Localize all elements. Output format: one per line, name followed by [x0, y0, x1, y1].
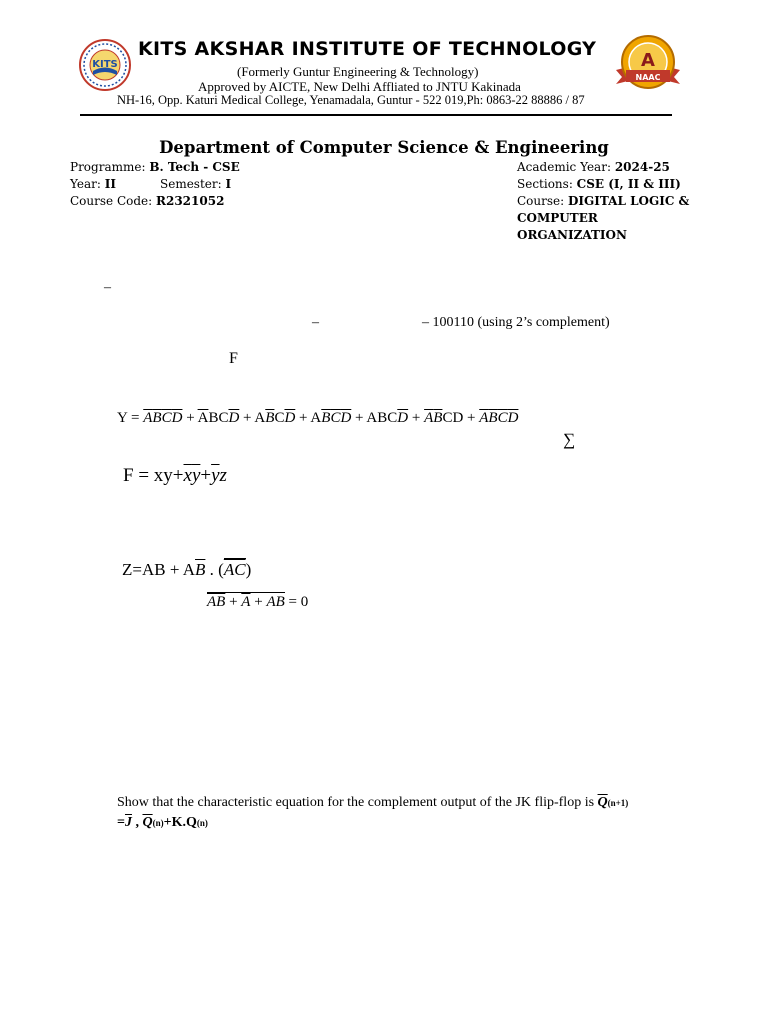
jk-q-bar: $\overline{Q}$ [597, 795, 608, 810]
badge-letter: A [641, 50, 655, 71]
naac-badge [612, 32, 684, 94]
course-line-2 [517, 211, 598, 225]
year-label: Year: [70, 177, 105, 191]
jk-sub-1: (n+1) [607, 798, 629, 808]
semester-line [160, 177, 231, 191]
programme-value: B. Tech - CSE [149, 160, 240, 174]
sigma-symbol: ∑ [563, 430, 576, 449]
badge-text: NAAC [635, 73, 661, 82]
course-line-3 [517, 228, 627, 242]
academic-year-line [517, 160, 670, 174]
sections-value: CSE (I, II & III) [576, 177, 681, 191]
course-value-1: DIGITAL LOGIC & [568, 194, 690, 208]
institute-name: KITS AKSHAR INSTITUTE OF TECHNOLOGY [138, 38, 597, 60]
institute-logo [78, 38, 132, 92]
jk-sub-3: (n) [196, 818, 208, 828]
course-value-3: ORGANIZATION [517, 228, 627, 242]
programme-line [70, 160, 240, 174]
dash-1: – [104, 280, 111, 295]
f-equation: $F = xy+\overline{x}\overline{y}+\overline{y}z$ [123, 465, 227, 486]
year-value: II [104, 177, 116, 191]
address-line: NH-16, Opp. Katuri Medical College, Yenamadala, Guntur - 522 019,Ph: 0863-22 88886 / 87 [117, 93, 585, 107]
semester-value: I [225, 177, 232, 191]
course-line [517, 194, 689, 208]
year-line [70, 177, 116, 191]
semester-label: Semester: [160, 177, 226, 191]
formerly-line: (Formerly Guntur Engineering & Technology) [237, 64, 479, 79]
dash-2: – [312, 315, 319, 330]
f-eq-prefix: F = xy+ [123, 465, 184, 486]
course-code-line [70, 194, 224, 208]
jk-sub-2: (n) [152, 818, 164, 828]
function-f-symbol: F [229, 350, 238, 367]
academic-year-label: Academic Year: [517, 160, 615, 174]
academic-year-value: 2024-25 [614, 160, 670, 174]
approval-line: Approved by AICTE, New Delhi Affliated to JNTU Kakinada [198, 79, 521, 94]
jk-q-bar-2: $\overline{Q}$ [142, 815, 153, 830]
jk-question-line-1 [117, 795, 628, 811]
sections-label: Sections: [517, 177, 577, 191]
course-label: Course: [517, 194, 568, 208]
z-equation: $Z=AB + A\overline{B}$ . $(\overline{AC})$ [122, 560, 252, 579]
course-code-label: Course Code: [70, 194, 156, 208]
jk-question-line-2 [117, 815, 208, 831]
y-eq-prefix: Y = [117, 410, 144, 426]
complement-question: – 100110 (using 2’s complement) [422, 315, 610, 330]
header-divider [80, 114, 672, 116]
logo-text: KITS [92, 59, 118, 70]
jk-eq: = [117, 815, 125, 830]
z-eq-prefix: Z=AB + A [122, 560, 196, 579]
y-equation: $Y = \overline{A}\overline{B}\overline{C}\overline{D} + \overline{A}BC\overline{D} + A\overline{B}C\overline{D} + A\overline{B}\overline{C}\overline{D} + ABC\overline{D} + \overline{A}\overline{B}CD + \overline{A}\overline{B}\overline{C}\overline{D}$ [117, 410, 519, 426]
department-title: Department of Computer Science & Engineering [159, 138, 609, 157]
jk-j-bar: $\overline{J}$ [124, 815, 132, 830]
sections-line [517, 177, 681, 191]
jk-sep: , [131, 815, 143, 830]
jk-question-text: Show that the characteristic equation for the complement output of the JK flip-flop is [117, 795, 598, 810]
jk-plus: +K.Q [163, 815, 197, 830]
course-value-2: COMPUTER [517, 211, 598, 225]
eq-zero: = 0 [284, 594, 309, 610]
course-code-value: R2321052 [156, 194, 225, 208]
programme-label: Programme: [70, 160, 150, 174]
boolean-identity: $\overline{AB} + \overline{A}$ + AB = 0 [207, 594, 309, 610]
